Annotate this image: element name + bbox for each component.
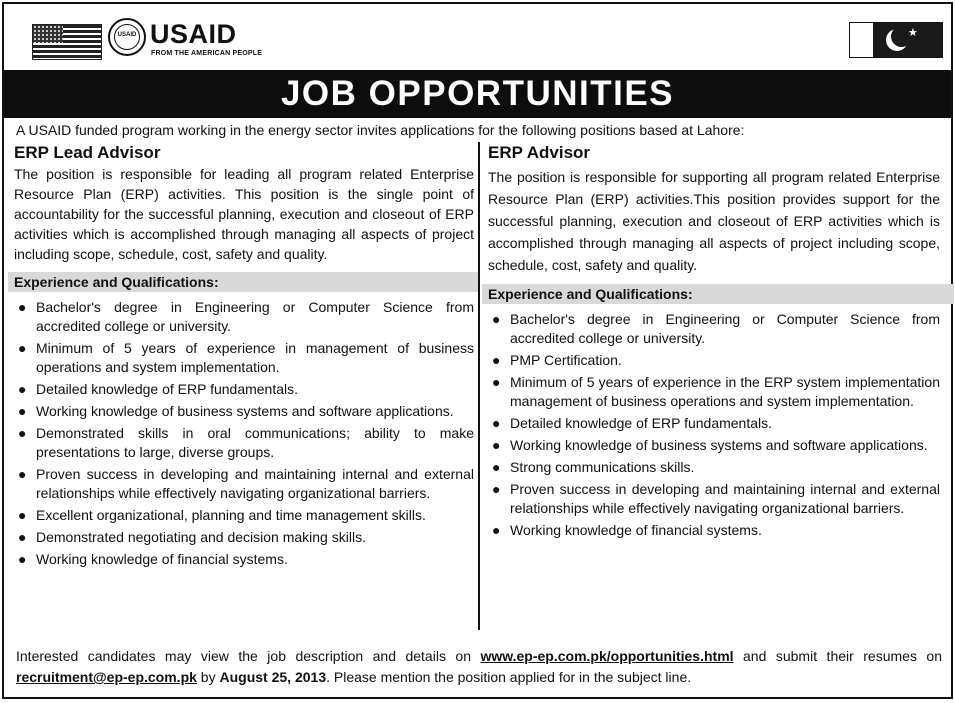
list-item — [488, 480, 940, 518]
us-flag-icon — [32, 24, 102, 60]
list-item — [14, 380, 474, 399]
list-item — [14, 506, 474, 525]
bullet-icon: ● — [492, 459, 501, 475]
recruitment-email-link[interactable]: recruitment@ep-ep.com.pk — [16, 669, 197, 685]
job-description: The position is responsible for supporting all program related Enterprise Resource Plan (ERP) activities.This position provides support for the successful planning, execution and closeout of ERP activities which is accomplished through managing all aspects of project including scope, schedule, cost, safety and quality. — [488, 169, 940, 273]
footer-text: by — [196, 669, 220, 685]
job-ad-page — [2, 2, 953, 699]
usaid-logo: USAID — [150, 19, 237, 49]
list-item — [14, 424, 474, 462]
qualifications-heading: Experience and Qualifications: — [8, 272, 478, 292]
qualifications-list — [488, 310, 940, 540]
list-item — [14, 298, 474, 336]
list-item — [14, 339, 474, 377]
list-item-text: PMP Certification. — [510, 352, 622, 368]
footer-text: Interested candidates may view the job description and details on — [16, 648, 481, 664]
bullet-icon: ● — [18, 403, 27, 419]
list-item — [14, 402, 474, 421]
list-item — [488, 458, 940, 477]
bullet-icon: ● — [492, 352, 501, 368]
list-item-text: Strong communications skills. — [510, 459, 695, 475]
pakistan-flag-icon: ★ — [849, 22, 943, 58]
footer-text: and submit their resumes on — [733, 648, 943, 664]
list-item-text: Working knowledge of financial systems. — [510, 522, 762, 538]
list-item — [14, 528, 474, 547]
bullet-icon: ● — [492, 522, 501, 538]
bullet-icon: ● — [492, 481, 501, 497]
list-item-text: Minimum of 5 years of experience in the ERP system implementation management of business operations and system implementation. — [510, 374, 940, 409]
application-instructions — [16, 646, 942, 688]
list-item-text: Minimum of 5 years of experience in management of business operations and system implementation. — [36, 340, 474, 375]
list-item — [14, 465, 474, 503]
list-item-text: Working knowledge of financial systems. — [36, 551, 288, 567]
header — [4, 4, 951, 70]
opportunities-link[interactable]: www.ep-ep.com.pk/opportunities.html — [480, 648, 734, 664]
list-item — [488, 436, 940, 455]
job-title: ERP Lead Advisor — [14, 143, 161, 162]
footer-text: . Please mention the position applied for in the subject line. — [326, 669, 692, 685]
usaid-tagline: FROM THE AMERICAN PEOPLE — [151, 50, 263, 57]
qualifications-list — [14, 298, 474, 569]
bullet-icon: ● — [18, 340, 27, 356]
position-erp-advisor — [488, 142, 940, 543]
page-title: JOB OPPORTUNITIES — [4, 70, 951, 118]
bullet-icon: ● — [18, 551, 27, 567]
position-erp-lead-advisor — [14, 142, 474, 572]
job-description: The position is responsible for leading all program related Enterprise Resource Plan (ERP) activities. This position is the single point of accountability for the successful planning, execution and closeout of ERP activities which is accomplished through managing all aspects of project including scope, schedule, cost, safety and quality. — [14, 166, 474, 262]
usaid-seal-icon — [108, 18, 146, 56]
list-item-text: Proven success in developing and maintaining internal and external relationships while effectively navigating organizational barriers. — [36, 466, 474, 501]
bullet-icon: ● — [18, 381, 27, 397]
list-item — [488, 414, 940, 433]
bullet-icon: ● — [492, 437, 501, 453]
list-item — [488, 351, 940, 370]
bullet-icon: ● — [492, 311, 501, 327]
list-item-text: Working knowledge of business systems and software applications. — [36, 403, 454, 419]
list-item — [14, 550, 474, 569]
list-item-text: Working knowledge of business systems and software applications. — [510, 437, 928, 453]
list-item-text: Excellent organizational, planning and time management skills. — [36, 507, 426, 523]
list-item-text: Proven success in developing and maintaining internal and external relationships while effectively navigating organizational barriers. — [510, 481, 940, 516]
usaid-seal-text: USAID — [117, 32, 137, 38]
list-item-text: Bachelor's degree in Engineering or Computer Science from accredited college or university. — [36, 299, 474, 334]
bullet-icon: ● — [18, 507, 27, 523]
bullet-icon: ● — [492, 415, 501, 431]
list-item-text: Bachelor's degree in Engineering or Computer Science from accredited college or university. — [510, 311, 940, 346]
list-item-text: Detailed knowledge of ERP fundamentals. — [510, 415, 773, 431]
column-divider — [478, 142, 480, 630]
bullet-icon: ● — [18, 466, 27, 482]
deadline-date: August 25, 2013 — [219, 669, 327, 685]
bullet-icon: ● — [492, 374, 501, 390]
list-item-text: Demonstrated negotiating and decision making skills. — [36, 529, 366, 545]
list-item-text: Detailed knowledge of ERP fundamentals. — [36, 381, 299, 397]
list-item — [488, 521, 940, 540]
bullet-icon: ● — [18, 425, 27, 441]
list-item — [488, 310, 940, 348]
job-title: ERP Advisor — [488, 143, 591, 162]
list-item-text: Demonstrated skills in oral communications; ability to make presentations to large, diverse groups. — [36, 425, 474, 460]
intro-text: A USAID funded program working in the energy sector invites applications for the following positions based at Lahore: — [16, 122, 745, 138]
bullet-icon: ● — [18, 299, 27, 315]
qualifications-heading: Experience and Qualifications: — [482, 284, 954, 304]
list-item — [488, 373, 940, 411]
bullet-icon: ● — [18, 529, 27, 545]
